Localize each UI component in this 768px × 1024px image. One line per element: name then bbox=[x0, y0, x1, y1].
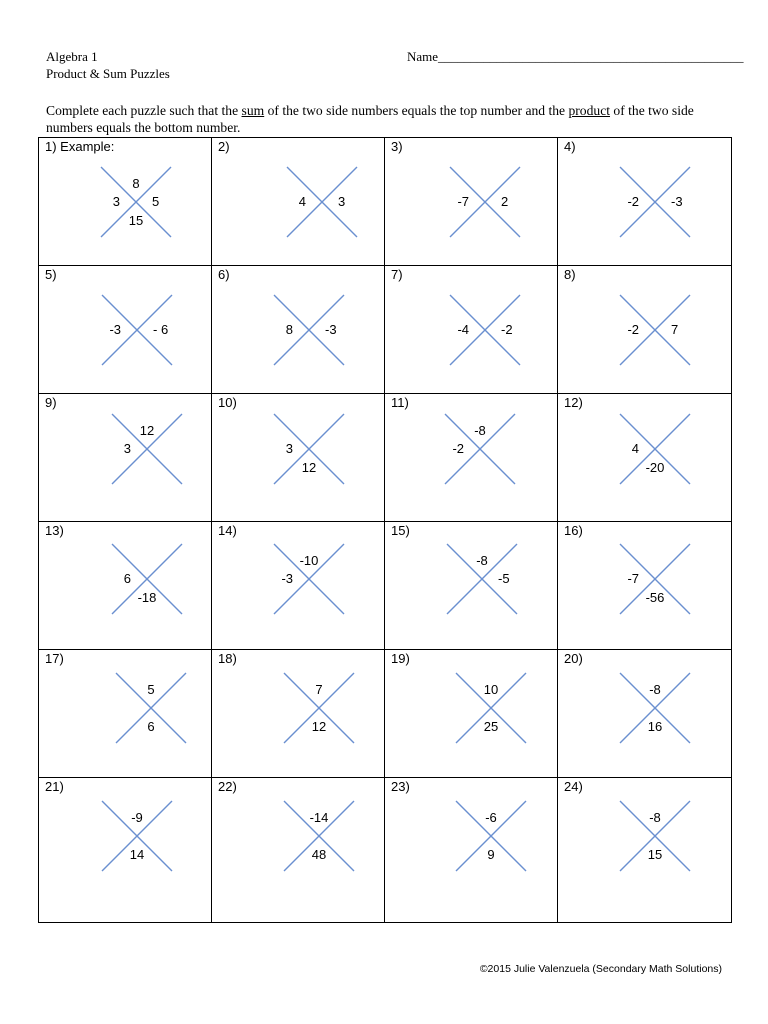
left-number: 3 bbox=[123, 441, 131, 456]
top-number: -8 bbox=[649, 810, 661, 825]
puzzle-cell bbox=[212, 650, 385, 778]
left-number: -3 bbox=[109, 322, 121, 337]
top-number: -14 bbox=[309, 810, 329, 825]
puzzle-number: 13) bbox=[45, 523, 64, 538]
puzzle-number: 20) bbox=[564, 651, 583, 666]
top-number: 8 bbox=[132, 176, 140, 191]
puzzle-number: 17) bbox=[45, 651, 64, 666]
top-number: -9 bbox=[131, 810, 143, 825]
puzzle-cell bbox=[385, 650, 558, 778]
puzzle-cell bbox=[558, 778, 732, 923]
top-number: -8 bbox=[476, 553, 488, 568]
right-number: 5 bbox=[152, 194, 160, 209]
puzzle-grid bbox=[38, 137, 732, 923]
puzzle-number: 4) bbox=[564, 139, 576, 154]
sum-word: sum bbox=[241, 103, 265, 118]
left-number: 4 bbox=[631, 441, 639, 456]
top-number: 10 bbox=[483, 682, 499, 697]
left-number: 3 bbox=[112, 194, 120, 209]
left-number: 3 bbox=[285, 441, 293, 456]
bottom-number: 12 bbox=[301, 460, 317, 475]
right-number: -5 bbox=[498, 571, 510, 586]
puzzle-number: 16) bbox=[564, 523, 583, 538]
left-number: 8 bbox=[285, 322, 293, 337]
puzzle-number: 9) bbox=[45, 395, 57, 410]
puzzle-cell bbox=[385, 394, 558, 522]
name-field[interactable]: Name_______________________________________________ bbox=[407, 49, 744, 64]
puzzle-number: 22) bbox=[218, 779, 237, 794]
left-number: -2 bbox=[627, 322, 639, 337]
puzzle-cell bbox=[558, 522, 732, 650]
top-number: -8 bbox=[474, 423, 486, 438]
puzzle-number: 5) bbox=[45, 267, 57, 282]
product-word: product bbox=[568, 103, 611, 118]
puzzle-cell bbox=[212, 266, 385, 394]
instructions-part3: of the two side numbers equals the bottom number. bbox=[46, 103, 694, 135]
puzzle-cell bbox=[385, 266, 558, 394]
right-number: -2 bbox=[501, 322, 513, 337]
puzzle-number: 14) bbox=[218, 523, 237, 538]
right-number: -3 bbox=[671, 194, 683, 209]
puzzle-number: 23) bbox=[391, 779, 410, 794]
left-number: 4 bbox=[298, 194, 306, 209]
puzzle-number: 15) bbox=[391, 523, 410, 538]
puzzle-number: 18) bbox=[218, 651, 237, 666]
instructions bbox=[46, 102, 726, 136]
right-number: - 6 bbox=[153, 322, 169, 337]
puzzle-cell bbox=[39, 522, 212, 650]
left-number: -4 bbox=[457, 322, 469, 337]
puzzle-number: 10) bbox=[218, 395, 237, 410]
right-number: 2 bbox=[501, 194, 509, 209]
right-number: 7 bbox=[671, 322, 679, 337]
course-title: Algebra 1 bbox=[46, 49, 98, 64]
puzzle-number: 11) bbox=[391, 395, 409, 410]
copyright-footer: ©2015 Julie Valenzuela (Secondary Math Solutions) bbox=[479, 963, 722, 975]
puzzle-number: 7) bbox=[391, 267, 403, 282]
left-number: -2 bbox=[452, 441, 464, 456]
puzzle-cell bbox=[212, 522, 385, 650]
puzzle-cell bbox=[212, 394, 385, 522]
left-number: 6 bbox=[123, 571, 131, 586]
puzzle-cell bbox=[385, 138, 558, 266]
puzzle-number: 21) bbox=[45, 779, 64, 794]
bottom-number: 15 bbox=[647, 847, 663, 862]
bottom-number: -56 bbox=[645, 590, 665, 605]
puzzle-cell bbox=[39, 650, 212, 778]
bottom-number: 6 bbox=[147, 719, 155, 734]
puzzle-cell bbox=[212, 778, 385, 923]
bottom-number: -18 bbox=[137, 590, 157, 605]
puzzle-cell bbox=[558, 650, 732, 778]
puzzle-cell bbox=[39, 266, 212, 394]
left-number: -3 bbox=[281, 571, 293, 586]
top-number: -10 bbox=[299, 553, 319, 568]
puzzle-number: 2) bbox=[218, 139, 230, 154]
left-number: -2 bbox=[627, 194, 639, 209]
top-number: 7 bbox=[315, 682, 323, 697]
worksheet-subtitle: Product & Sum Puzzles bbox=[46, 66, 170, 81]
top-number: -6 bbox=[485, 810, 497, 825]
puzzle-number: 3) bbox=[391, 139, 403, 154]
left-number: -7 bbox=[627, 571, 639, 586]
puzzle-number: 12) bbox=[564, 395, 583, 410]
bottom-number: 16 bbox=[647, 719, 663, 734]
bottom-number: 12 bbox=[311, 719, 327, 734]
bottom-number: 9 bbox=[487, 847, 495, 862]
puzzle-cell bbox=[558, 138, 732, 266]
puzzle-number: 1) Example: bbox=[45, 139, 115, 154]
puzzle-number: 6) bbox=[218, 267, 230, 282]
puzzle-cell bbox=[558, 394, 732, 522]
puzzle-cell bbox=[39, 394, 212, 522]
puzzle-cell bbox=[558, 266, 732, 394]
puzzle-cell bbox=[39, 778, 212, 923]
top-number: 5 bbox=[147, 682, 155, 697]
puzzle-number: 24) bbox=[564, 779, 583, 794]
bottom-number: 25 bbox=[483, 719, 499, 734]
bottom-number: 15 bbox=[128, 213, 144, 228]
bottom-number: 48 bbox=[311, 847, 327, 862]
puzzle-cell bbox=[39, 138, 212, 266]
puzzle-number: 8) bbox=[564, 267, 576, 282]
puzzle-number: 19) bbox=[391, 651, 410, 666]
puzzle-cell bbox=[212, 138, 385, 266]
bottom-number: 14 bbox=[129, 847, 145, 862]
top-number: -8 bbox=[649, 682, 661, 697]
top-number: 12 bbox=[139, 423, 155, 438]
instructions-part2: of the two side numbers equals the top number and the bbox=[264, 103, 569, 118]
bottom-number: -20 bbox=[645, 460, 665, 475]
puzzle-cell bbox=[385, 778, 558, 923]
left-number: -7 bbox=[457, 194, 469, 209]
puzzle-cell bbox=[385, 522, 558, 650]
right-number: 3 bbox=[338, 194, 346, 209]
right-number: -3 bbox=[325, 322, 337, 337]
instructions-part1: Complete each puzzle such that the bbox=[46, 103, 242, 118]
